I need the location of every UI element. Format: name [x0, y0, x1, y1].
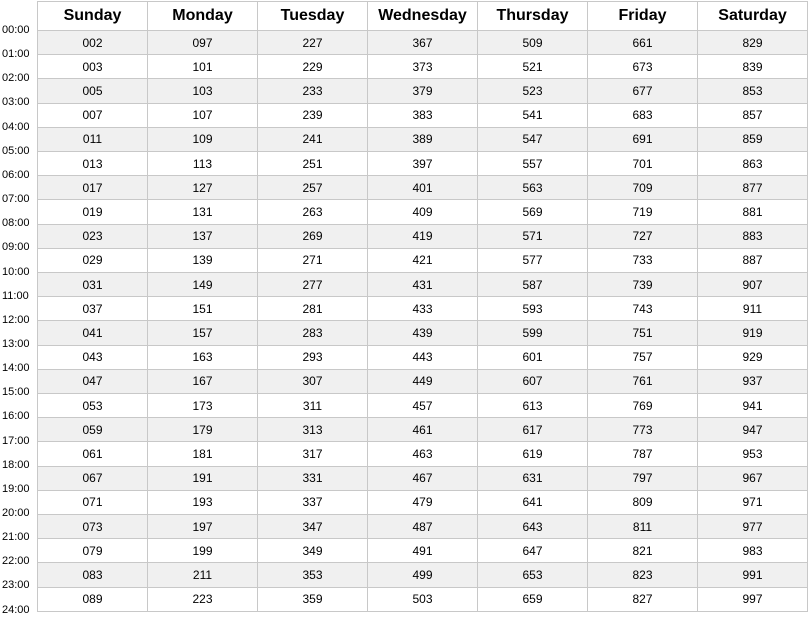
- hour-label: 08:00: [2, 217, 30, 230]
- cell-wednesday: 479: [368, 490, 478, 514]
- cell-saturday: 977: [698, 515, 808, 539]
- cell-tuesday: 277: [258, 273, 368, 297]
- cell-friday: 757: [588, 345, 698, 369]
- cell-monday: 199: [148, 539, 258, 563]
- hour-label: 19:00: [2, 482, 30, 495]
- cell-thursday: 523: [478, 79, 588, 103]
- cell-tuesday: 241: [258, 127, 368, 151]
- cell-tuesday: 251: [258, 152, 368, 176]
- cell-sunday: 013: [38, 152, 148, 176]
- hour-label: 15:00: [2, 386, 30, 399]
- cell-saturday: 857: [698, 103, 808, 127]
- hour-label: 13:00: [2, 337, 30, 350]
- day-header-saturday: Saturday: [698, 2, 808, 31]
- cell-thursday: 659: [478, 587, 588, 611]
- cell-sunday: 089: [38, 587, 148, 611]
- cell-saturday: 919: [698, 321, 808, 345]
- table-row: [38, 103, 808, 127]
- cell-friday: 787: [588, 442, 698, 466]
- cell-sunday: 023: [38, 224, 148, 248]
- cell-thursday: 577: [478, 248, 588, 272]
- table-row: [38, 273, 808, 297]
- table-row: [38, 224, 808, 248]
- table-row: [38, 200, 808, 224]
- cell-saturday: 881: [698, 200, 808, 224]
- cell-thursday: 613: [478, 394, 588, 418]
- cell-thursday: 593: [478, 297, 588, 321]
- day-header-tuesday: Tuesday: [258, 2, 368, 31]
- table-row: [38, 539, 808, 563]
- cell-monday: 137: [148, 224, 258, 248]
- cell-monday: 223: [148, 587, 258, 611]
- cell-sunday: 059: [38, 418, 148, 442]
- cell-wednesday: 431: [368, 273, 478, 297]
- cell-saturday: 839: [698, 55, 808, 79]
- cell-tuesday: 353: [258, 563, 368, 587]
- cell-monday: 179: [148, 418, 258, 442]
- table-row: [38, 394, 808, 418]
- hour-label: 05:00: [2, 144, 30, 157]
- cell-wednesday: 379: [368, 79, 478, 103]
- cell-friday: 821: [588, 539, 698, 563]
- cell-saturday: 863: [698, 152, 808, 176]
- cell-wednesday: 461: [368, 418, 478, 442]
- cell-saturday: 983: [698, 539, 808, 563]
- cell-monday: 157: [148, 321, 258, 345]
- cell-wednesday: 491: [368, 539, 478, 563]
- cell-wednesday: 383: [368, 103, 478, 127]
- cell-wednesday: 401: [368, 176, 478, 200]
- header-row: [38, 2, 808, 31]
- cell-friday: 661: [588, 31, 698, 55]
- time-axis: [0, 0, 36, 624]
- cell-saturday: 971: [698, 490, 808, 514]
- weekly-schedule-table: [37, 1, 808, 612]
- cell-tuesday: 271: [258, 248, 368, 272]
- cell-friday: 809: [588, 490, 698, 514]
- cell-friday: 823: [588, 563, 698, 587]
- cell-tuesday: 317: [258, 442, 368, 466]
- cell-saturday: 877: [698, 176, 808, 200]
- cell-thursday: 617: [478, 418, 588, 442]
- cell-tuesday: 347: [258, 515, 368, 539]
- hour-label: 20:00: [2, 507, 30, 519]
- cell-monday: 131: [148, 200, 258, 224]
- cell-friday: 701: [588, 152, 698, 176]
- table-row: [38, 127, 808, 151]
- cell-friday: 733: [588, 248, 698, 272]
- cell-sunday: 047: [38, 369, 148, 393]
- cell-thursday: 509: [478, 31, 588, 55]
- cell-friday: 769: [588, 394, 698, 418]
- hour-label: 10:00: [2, 265, 30, 278]
- day-header-friday: Friday: [588, 2, 698, 31]
- cell-thursday: 599: [478, 321, 588, 345]
- cell-saturday: 853: [698, 79, 808, 103]
- table-row: [38, 248, 808, 272]
- cell-sunday: 073: [38, 515, 148, 539]
- cell-sunday: 011: [38, 127, 148, 151]
- cell-saturday: 991: [698, 563, 808, 587]
- cell-sunday: 019: [38, 200, 148, 224]
- cell-thursday: 563: [478, 176, 588, 200]
- cell-wednesday: 409: [368, 200, 478, 224]
- cell-sunday: 017: [38, 176, 148, 200]
- cell-sunday: 083: [38, 563, 148, 587]
- cell-friday: 691: [588, 127, 698, 151]
- cell-wednesday: 467: [368, 466, 478, 490]
- cell-sunday: 043: [38, 345, 148, 369]
- cell-saturday: 967: [698, 466, 808, 490]
- cell-tuesday: 233: [258, 79, 368, 103]
- day-header-sunday: Sunday: [38, 2, 148, 31]
- cell-friday: 827: [588, 587, 698, 611]
- cell-monday: 109: [148, 127, 258, 151]
- cell-monday: 173: [148, 394, 258, 418]
- cell-thursday: 643: [478, 515, 588, 539]
- cell-friday: 811: [588, 515, 698, 539]
- cell-wednesday: 367: [368, 31, 478, 55]
- cell-thursday: 641: [478, 490, 588, 514]
- cell-wednesday: 463: [368, 442, 478, 466]
- cell-thursday: 647: [478, 539, 588, 563]
- cell-wednesday: 503: [368, 587, 478, 611]
- cell-sunday: 067: [38, 466, 148, 490]
- cell-sunday: 079: [38, 539, 148, 563]
- cell-wednesday: 439: [368, 321, 478, 345]
- cell-sunday: 029: [38, 248, 148, 272]
- table-row: [38, 442, 808, 466]
- cell-thursday: 521: [478, 55, 588, 79]
- cell-friday: 727: [588, 224, 698, 248]
- cell-sunday: 003: [38, 55, 148, 79]
- hour-label: 18:00: [2, 458, 30, 471]
- hour-label: 23:00: [2, 579, 30, 592]
- table-row: [38, 79, 808, 103]
- cell-wednesday: 449: [368, 369, 478, 393]
- cell-sunday: 002: [38, 31, 148, 55]
- cell-saturday: 929: [698, 345, 808, 369]
- cell-tuesday: 257: [258, 176, 368, 200]
- cell-saturday: 947: [698, 418, 808, 442]
- cell-wednesday: 457: [368, 394, 478, 418]
- cell-thursday: 619: [478, 442, 588, 466]
- cell-tuesday: 239: [258, 103, 368, 127]
- cell-saturday: 997: [698, 587, 808, 611]
- cell-monday: 191: [148, 466, 258, 490]
- cell-monday: 113: [148, 152, 258, 176]
- cell-sunday: 005: [38, 79, 148, 103]
- table-row: [38, 345, 808, 369]
- cell-wednesday: 389: [368, 127, 478, 151]
- schedule-body: [38, 31, 808, 612]
- cell-monday: 097: [148, 31, 258, 55]
- cell-tuesday: 307: [258, 369, 368, 393]
- cell-thursday: 601: [478, 345, 588, 369]
- cell-tuesday: 263: [258, 200, 368, 224]
- cell-sunday: 037: [38, 297, 148, 321]
- cell-thursday: 571: [478, 224, 588, 248]
- cell-monday: 107: [148, 103, 258, 127]
- cell-monday: 197: [148, 515, 258, 539]
- cell-thursday: 631: [478, 466, 588, 490]
- cell-saturday: 907: [698, 273, 808, 297]
- cell-monday: 211: [148, 563, 258, 587]
- cell-friday: 751: [588, 321, 698, 345]
- cell-sunday: 031: [38, 273, 148, 297]
- day-header-thursday: Thursday: [478, 2, 588, 31]
- table-row: [38, 418, 808, 442]
- hour-label: 03:00: [2, 96, 30, 109]
- cell-wednesday: 421: [368, 248, 478, 272]
- cell-sunday: 061: [38, 442, 148, 466]
- hour-label: 11:00: [2, 289, 29, 302]
- hour-label: 02:00: [2, 72, 30, 85]
- cell-wednesday: 487: [368, 515, 478, 539]
- table-row: [38, 176, 808, 200]
- cell-sunday: 041: [38, 321, 148, 345]
- hour-label: 14:00: [2, 362, 30, 375]
- cell-monday: 181: [148, 442, 258, 466]
- cell-thursday: 541: [478, 103, 588, 127]
- cell-tuesday: 229: [258, 55, 368, 79]
- cell-saturday: 883: [698, 224, 808, 248]
- cell-friday: 761: [588, 369, 698, 393]
- hour-label: 09:00: [2, 241, 30, 254]
- cell-wednesday: 373: [368, 55, 478, 79]
- cell-tuesday: 269: [258, 224, 368, 248]
- cell-monday: 101: [148, 55, 258, 79]
- day-header-monday: Monday: [148, 2, 258, 31]
- day-header-wednesday: Wednesday: [368, 2, 478, 31]
- cell-thursday: 607: [478, 369, 588, 393]
- table-row: [38, 466, 808, 490]
- hour-label: 07:00: [2, 193, 30, 206]
- cell-monday: 151: [148, 297, 258, 321]
- cell-saturday: 911: [698, 297, 808, 321]
- cell-wednesday: 419: [368, 224, 478, 248]
- cell-friday: 797: [588, 466, 698, 490]
- cell-monday: 193: [148, 490, 258, 514]
- cell-tuesday: 283: [258, 321, 368, 345]
- cell-saturday: 953: [698, 442, 808, 466]
- cell-monday: 127: [148, 176, 258, 200]
- hour-label: 16:00: [2, 410, 30, 423]
- table-row: [38, 321, 808, 345]
- cell-friday: 683: [588, 103, 698, 127]
- cell-saturday: 859: [698, 127, 808, 151]
- table-row: [38, 297, 808, 321]
- table-row: [38, 31, 808, 55]
- hour-label: 04:00: [2, 120, 30, 133]
- cell-sunday: 071: [38, 490, 148, 514]
- hour-label: 06:00: [2, 168, 30, 181]
- hour-label: 01:00: [2, 48, 30, 61]
- cell-sunday: 007: [38, 103, 148, 127]
- cell-thursday: 547: [478, 127, 588, 151]
- cell-tuesday: 337: [258, 490, 368, 514]
- hour-label: 12:00: [2, 313, 30, 326]
- table-row: [38, 515, 808, 539]
- cell-wednesday: 433: [368, 297, 478, 321]
- hour-label: 17:00: [2, 434, 30, 447]
- cell-friday: 709: [588, 176, 698, 200]
- cell-tuesday: 331: [258, 466, 368, 490]
- cell-tuesday: 313: [258, 418, 368, 442]
- table-row: [38, 369, 808, 393]
- cell-tuesday: 359: [258, 587, 368, 611]
- cell-saturday: 937: [698, 369, 808, 393]
- table-row: [38, 563, 808, 587]
- table-row: [38, 490, 808, 514]
- hour-label: 24:00: [2, 603, 30, 616]
- cell-wednesday: 397: [368, 152, 478, 176]
- table-row: [38, 55, 808, 79]
- cell-friday: 677: [588, 79, 698, 103]
- cell-tuesday: 227: [258, 31, 368, 55]
- hour-label: 00:00: [2, 24, 30, 36]
- cell-monday: 167: [148, 369, 258, 393]
- cell-thursday: 653: [478, 563, 588, 587]
- cell-friday: 743: [588, 297, 698, 321]
- cell-thursday: 569: [478, 200, 588, 224]
- cell-wednesday: 499: [368, 563, 478, 587]
- hour-label: 22:00: [2, 555, 30, 568]
- cell-monday: 139: [148, 248, 258, 272]
- table-row: [38, 152, 808, 176]
- cell-friday: 673: [588, 55, 698, 79]
- table-row: [38, 587, 808, 611]
- cell-tuesday: 311: [258, 394, 368, 418]
- cell-monday: 103: [148, 79, 258, 103]
- cell-saturday: 941: [698, 394, 808, 418]
- cell-monday: 149: [148, 273, 258, 297]
- hour-label: 21:00: [2, 531, 30, 544]
- cell-monday: 163: [148, 345, 258, 369]
- cell-tuesday: 349: [258, 539, 368, 563]
- cell-saturday: 829: [698, 31, 808, 55]
- cell-friday: 739: [588, 273, 698, 297]
- cell-thursday: 587: [478, 273, 588, 297]
- cell-sunday: 053: [38, 394, 148, 418]
- cell-friday: 773: [588, 418, 698, 442]
- cell-wednesday: 443: [368, 345, 478, 369]
- cell-thursday: 557: [478, 152, 588, 176]
- cell-tuesday: 281: [258, 297, 368, 321]
- cell-tuesday: 293: [258, 345, 368, 369]
- cell-saturday: 887: [698, 248, 808, 272]
- cell-friday: 719: [588, 200, 698, 224]
